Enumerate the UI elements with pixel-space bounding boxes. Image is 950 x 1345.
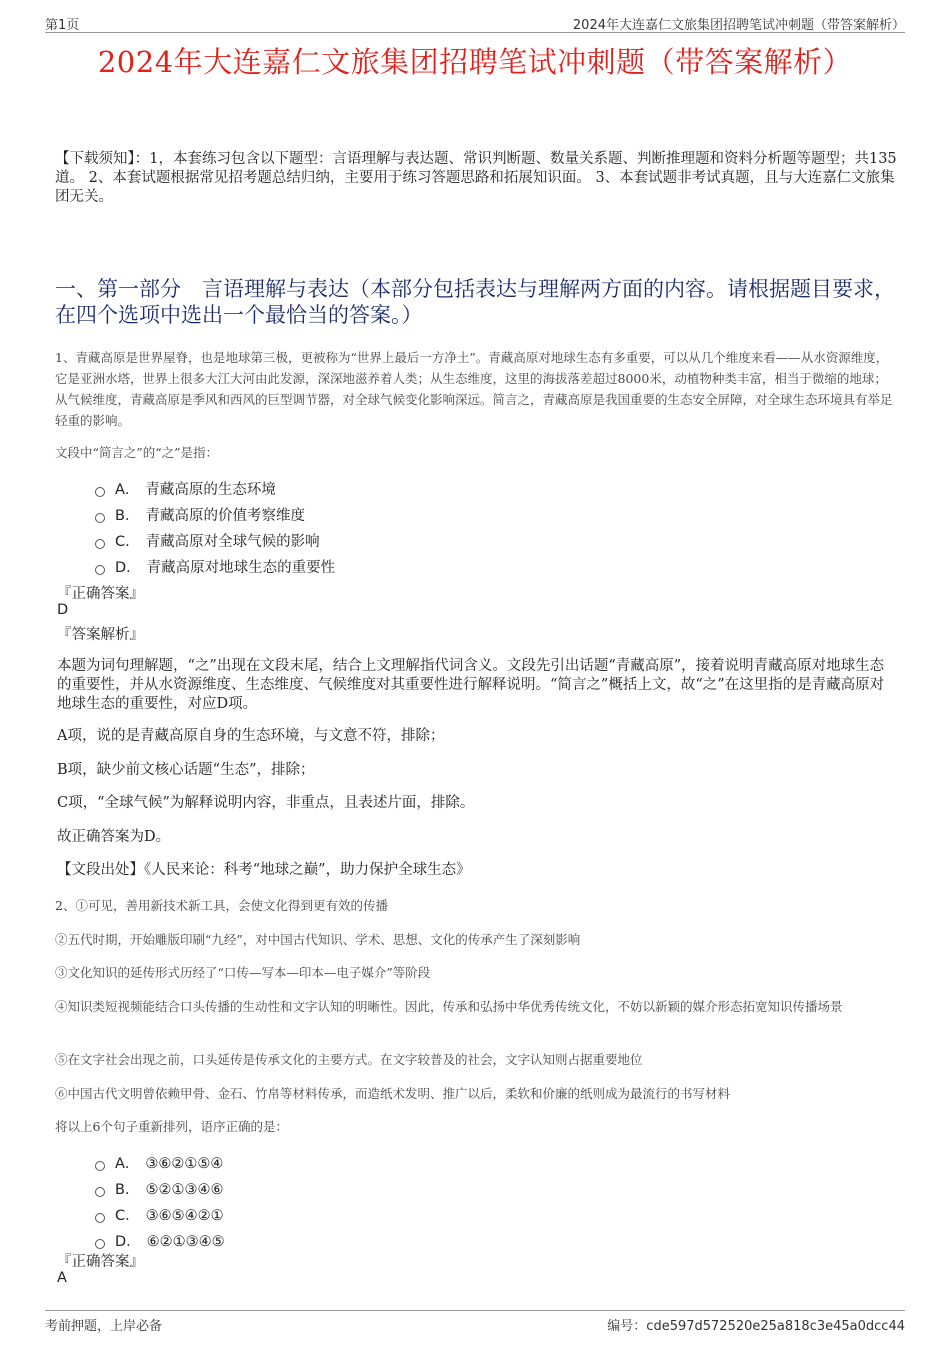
option-letter: B． [115, 508, 140, 524]
option-letter: A． [115, 482, 140, 498]
option-text: 青藏高原的价值考察维度 [145, 508, 305, 524]
q1-option-a[interactable] [95, 478, 276, 499]
radio-icon[interactable] [95, 1161, 105, 1171]
q2-option-d[interactable] [95, 1230, 225, 1251]
q1-answer: D [57, 602, 69, 618]
page-number: 第1页 [45, 18, 80, 33]
option-text: ⑥②①③④⑤ [146, 1234, 225, 1250]
q1-option-c[interactable] [95, 530, 320, 551]
q1-analysis-b: B项，缺少前文核心话题“生态”，排除； [57, 762, 315, 778]
option-letter: D． [115, 560, 141, 576]
q1-source: 【文段出处】《人民来论：科考“地球之巅”，助力保护全球生态》 [57, 862, 471, 878]
q1-conclusion: 故正确答案为D。 [57, 829, 171, 845]
q2-sentence-3: ③文化知识的延传形式历经了“口传—写本—印本—电子媒介”等阶段 [55, 965, 431, 980]
option-text: ⑤②①③④⑥ [145, 1182, 224, 1198]
q2-sentence-6: ⑥中国古代文明曾依赖甲骨、金石、竹帛等材料传承，而造纸术发明、推广以后，柔软和价廉的纸则成为最流行的书写材料 [55, 1086, 731, 1101]
q2-prompt: 将以上6个句子重新排列，语序正确的是： [55, 1119, 288, 1134]
option-letter: A． [115, 1156, 140, 1172]
download-notice: 【下载须知】：1，本套练习包含以下题型：言语理解与表达题、常识判断题、数量关系题、判断推理题和资料分析题等题型；共135道。 2、本套试题根据常见招考题总结归纳，主要用于练习答题思路和拓展知识面。 3、本套试题非考试真题，且与大连嘉仁文旅集团无关。 [55, 151, 897, 205]
q2-sentence-5: ⑤在文字社会出现之前，口头延传是传承文化的主要方式。在文字较普及的社会，文字认知则占据重要地位 [55, 1052, 643, 1067]
option-text: ③⑥②①⑤④ [145, 1156, 224, 1172]
radio-icon[interactable] [95, 539, 105, 549]
header-doc-title: 2024年大连嘉仁文旅集团招聘笔试冲刺题（带答案解析） [572, 18, 905, 33]
radio-icon[interactable] [95, 513, 105, 523]
radio-icon[interactable] [95, 565, 105, 575]
radio-icon[interactable] [95, 1187, 105, 1197]
footer-doc-id: 编号：cde597d572520e25a818c3e45a0dcc44 [607, 1319, 905, 1334]
radio-icon[interactable] [95, 1213, 105, 1223]
q1-option-b[interactable] [95, 504, 305, 525]
section-title: 一、第一部分 言语理解与表达（本部分包括表达与理解两方面的内容。请根据题目要求，在四个选项中选出一个最恰当的答案。） [55, 277, 895, 327]
q2-sentence-2: ②五代时期，开始雕版印刷“九经”，对中国古代知识、学术、思想、文化的传承产生了深刻影响 [55, 932, 581, 947]
q1-analysis-label: 『答案解析』 [57, 627, 144, 643]
q2-answer-label: 『正确答案』 [57, 1254, 144, 1270]
q1-prompt: 文段中“简言之”的“之”是指： [55, 445, 219, 460]
q2-option-b[interactable] [95, 1178, 223, 1199]
option-letter: B． [115, 1182, 140, 1198]
radio-icon[interactable] [95, 487, 105, 497]
q2-option-c[interactable] [95, 1204, 224, 1225]
q1-analysis-main: 本题为词句理解题，“之”出现在文段末尾，结合上文理解指代词含义。文段先引出话题“青藏高原”，接着说明青藏高原对地球生态的重要性，并从水资源维度、生态维度、气候维度对其重要性进行解释说明。“简言之”概括上文，故“之”在这里指的是青藏高原对地球生态的重要性，对应D项。 [57, 658, 885, 712]
page-header [45, 12, 905, 33]
option-text: 青藏高原对全球气候的影响 [145, 534, 320, 550]
q1-passage: 1、青藏高原是世界屋脊，也是地球第三极，更被称为“世界上最后一方净土”。青藏高原对地球生态有多重要，可以从几个维度来看——从水资源维度，它是亚洲水塔，世界上很多大江大河由此发源，深深地滋养着人类；从生态维度，这里的海拔落差超过8000米，动植物种类丰富，相当于微缩的地球；从气候维度，青藏高原是季风和西风的巨型调节器，对全球气候变化影响深远。简言之，青藏高原是我国重要的生态安全屏障，对全球生态环境具有举足轻重的影响。 [55, 350, 893, 428]
option-text: 青藏高原对地球生态的重要性 [146, 560, 336, 576]
q1-option-d[interactable] [95, 556, 335, 577]
footer-slogan: 考前押题，上岸必备 [45, 1319, 163, 1334]
page-footer [45, 1310, 905, 1334]
q2-option-a[interactable] [95, 1152, 223, 1173]
q1-analysis-c: C项，“全球气候”为解释说明内容，非重点，且表述片面，排除。 [57, 795, 475, 811]
option-text: ③⑥⑤④②① [145, 1208, 224, 1224]
q2-sentence-1: 2、①可见，善用新技术新工具，会使文化得到更有效的传播 [55, 898, 388, 913]
radio-icon[interactable] [95, 1239, 105, 1249]
option-letter: D． [115, 1234, 141, 1250]
option-text: 青藏高原的生态环境 [145, 482, 276, 498]
page-title: 2024年大连嘉仁文旅集团招聘笔试冲刺题（带答案解析） [97, 45, 853, 79]
option-letter: C． [115, 1208, 140, 1224]
q2-answer: A [57, 1270, 67, 1286]
q1-answer-label: 『正确答案』 [57, 586, 144, 602]
option-letter: C． [115, 534, 140, 550]
q2-sentence-4: ④知识类短视频能结合口头传播的生动性和文字认知的明晰性。因此，传承和弘扬中华优秀传统文化，不妨以新颖的媒介形态拓宽知识传播场景 [55, 999, 843, 1014]
q1-analysis-a: A项，说的是青藏高原自身的生态环境，与文意不符，排除； [57, 728, 445, 744]
